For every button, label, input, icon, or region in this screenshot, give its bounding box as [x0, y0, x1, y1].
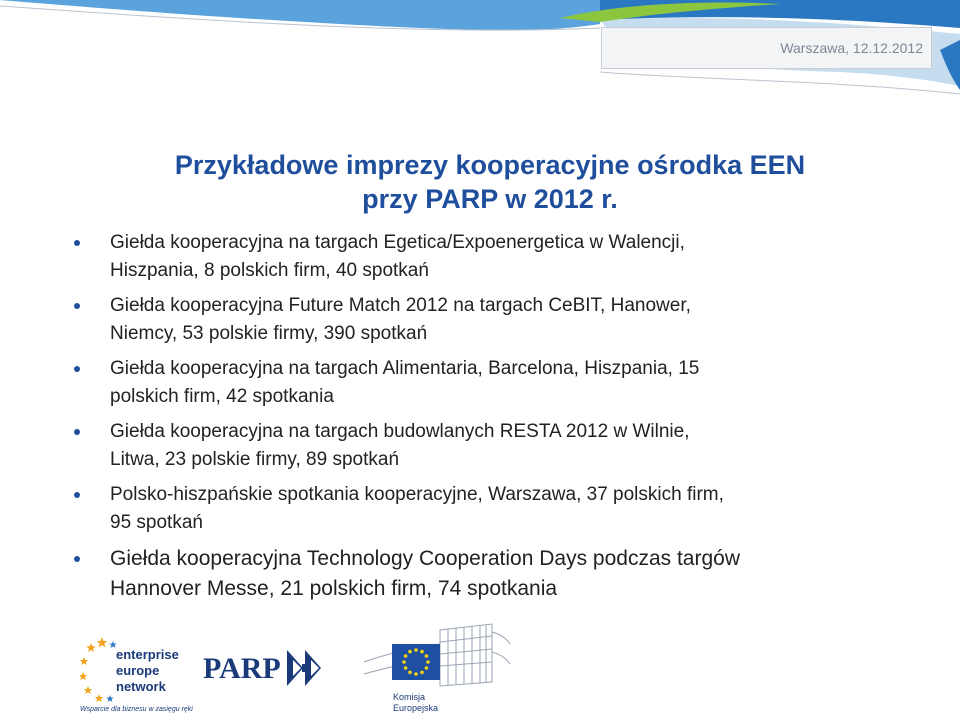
- bullet-icon: [74, 429, 80, 435]
- een-tagline: Wsparcie dla biznesu w zasięgu ręki: [80, 706, 193, 713]
- parp-text: PARP: [203, 652, 281, 685]
- een-logo: [80, 633, 200, 715]
- bullet-line1: Polsko-hiszpańskie spotkania kooperacyjne, Warszawa, 37 polskich firm,: [110, 484, 724, 505]
- bullet-icon: [74, 366, 80, 372]
- star-circle-icon: [80, 633, 120, 703]
- bullet-line2: Hiszpania, 8 polskich firm, 40 spotkań: [110, 260, 429, 281]
- een-text-line3: network: [116, 679, 166, 694]
- bullet-item: [70, 544, 900, 604]
- bullet-line1: Giełda kooperacyjna na targach budowlanych RESTA 2012 w Wilnie,: [110, 421, 690, 442]
- bullet-line1: Giełda kooperacyjna Future Match 2012 na targach CeBIT, Hanower,: [110, 295, 691, 316]
- eu-flag-icon: [362, 622, 512, 692]
- ec-logo: [362, 622, 512, 720]
- bullet-line2: polskich firm, 42 spotkania: [110, 386, 334, 407]
- bullet-item: [70, 418, 900, 474]
- date-box: [601, 27, 932, 69]
- ec-label-line1: Komisja: [393, 692, 426, 702]
- bullet-icon: [74, 240, 80, 246]
- bullet-line2: 95 spotkań: [110, 512, 203, 533]
- slide-title: [60, 148, 920, 216]
- een-text-line1: enterprise: [116, 647, 179, 662]
- bullet-line2: Niemcy, 53 polskie firmy, 390 spotkań: [110, 323, 428, 344]
- bullet-line1: Giełda kooperacyjna Technology Cooperation Days podczas targów: [110, 547, 740, 570]
- bullet-line1: Giełda kooperacyjna na targach Alimentaria, Barcelona, Hiszpania, 15: [110, 358, 700, 379]
- bullet-item: [70, 292, 900, 348]
- bullet-line2: Hannover Messe, 21 polskich firm, 74 spotkania: [110, 577, 558, 600]
- bullet-list: [70, 229, 900, 611]
- ec-label: [393, 692, 438, 714]
- bullet-icon: [74, 556, 80, 562]
- slide-title-line1: Przykładowe imprezy kooperacyjne ośrodka EEN: [174, 150, 806, 180]
- ec-label-line2: Europejska: [393, 703, 439, 713]
- bullet-item: [70, 229, 900, 285]
- bullet-icon: [74, 492, 80, 498]
- bullet-item: [70, 481, 900, 537]
- slide-title-line2: przy PARP w 2012 r.: [362, 184, 618, 214]
- parp-logo: [203, 648, 333, 688]
- bullet-item: [70, 355, 900, 411]
- date-text: Warszawa, 12.12.2012: [780, 40, 923, 56]
- bullet-icon: [74, 303, 80, 309]
- bullet-line2: Litwa, 23 polskie firmy, 89 spotkań: [110, 449, 400, 470]
- bullet-line1: Giełda kooperacyjna na targach Egetica/Expoenergetica w Walencji,: [110, 232, 685, 253]
- een-text-line2: europe: [116, 663, 160, 678]
- parp-arrows-icon: [283, 646, 327, 690]
